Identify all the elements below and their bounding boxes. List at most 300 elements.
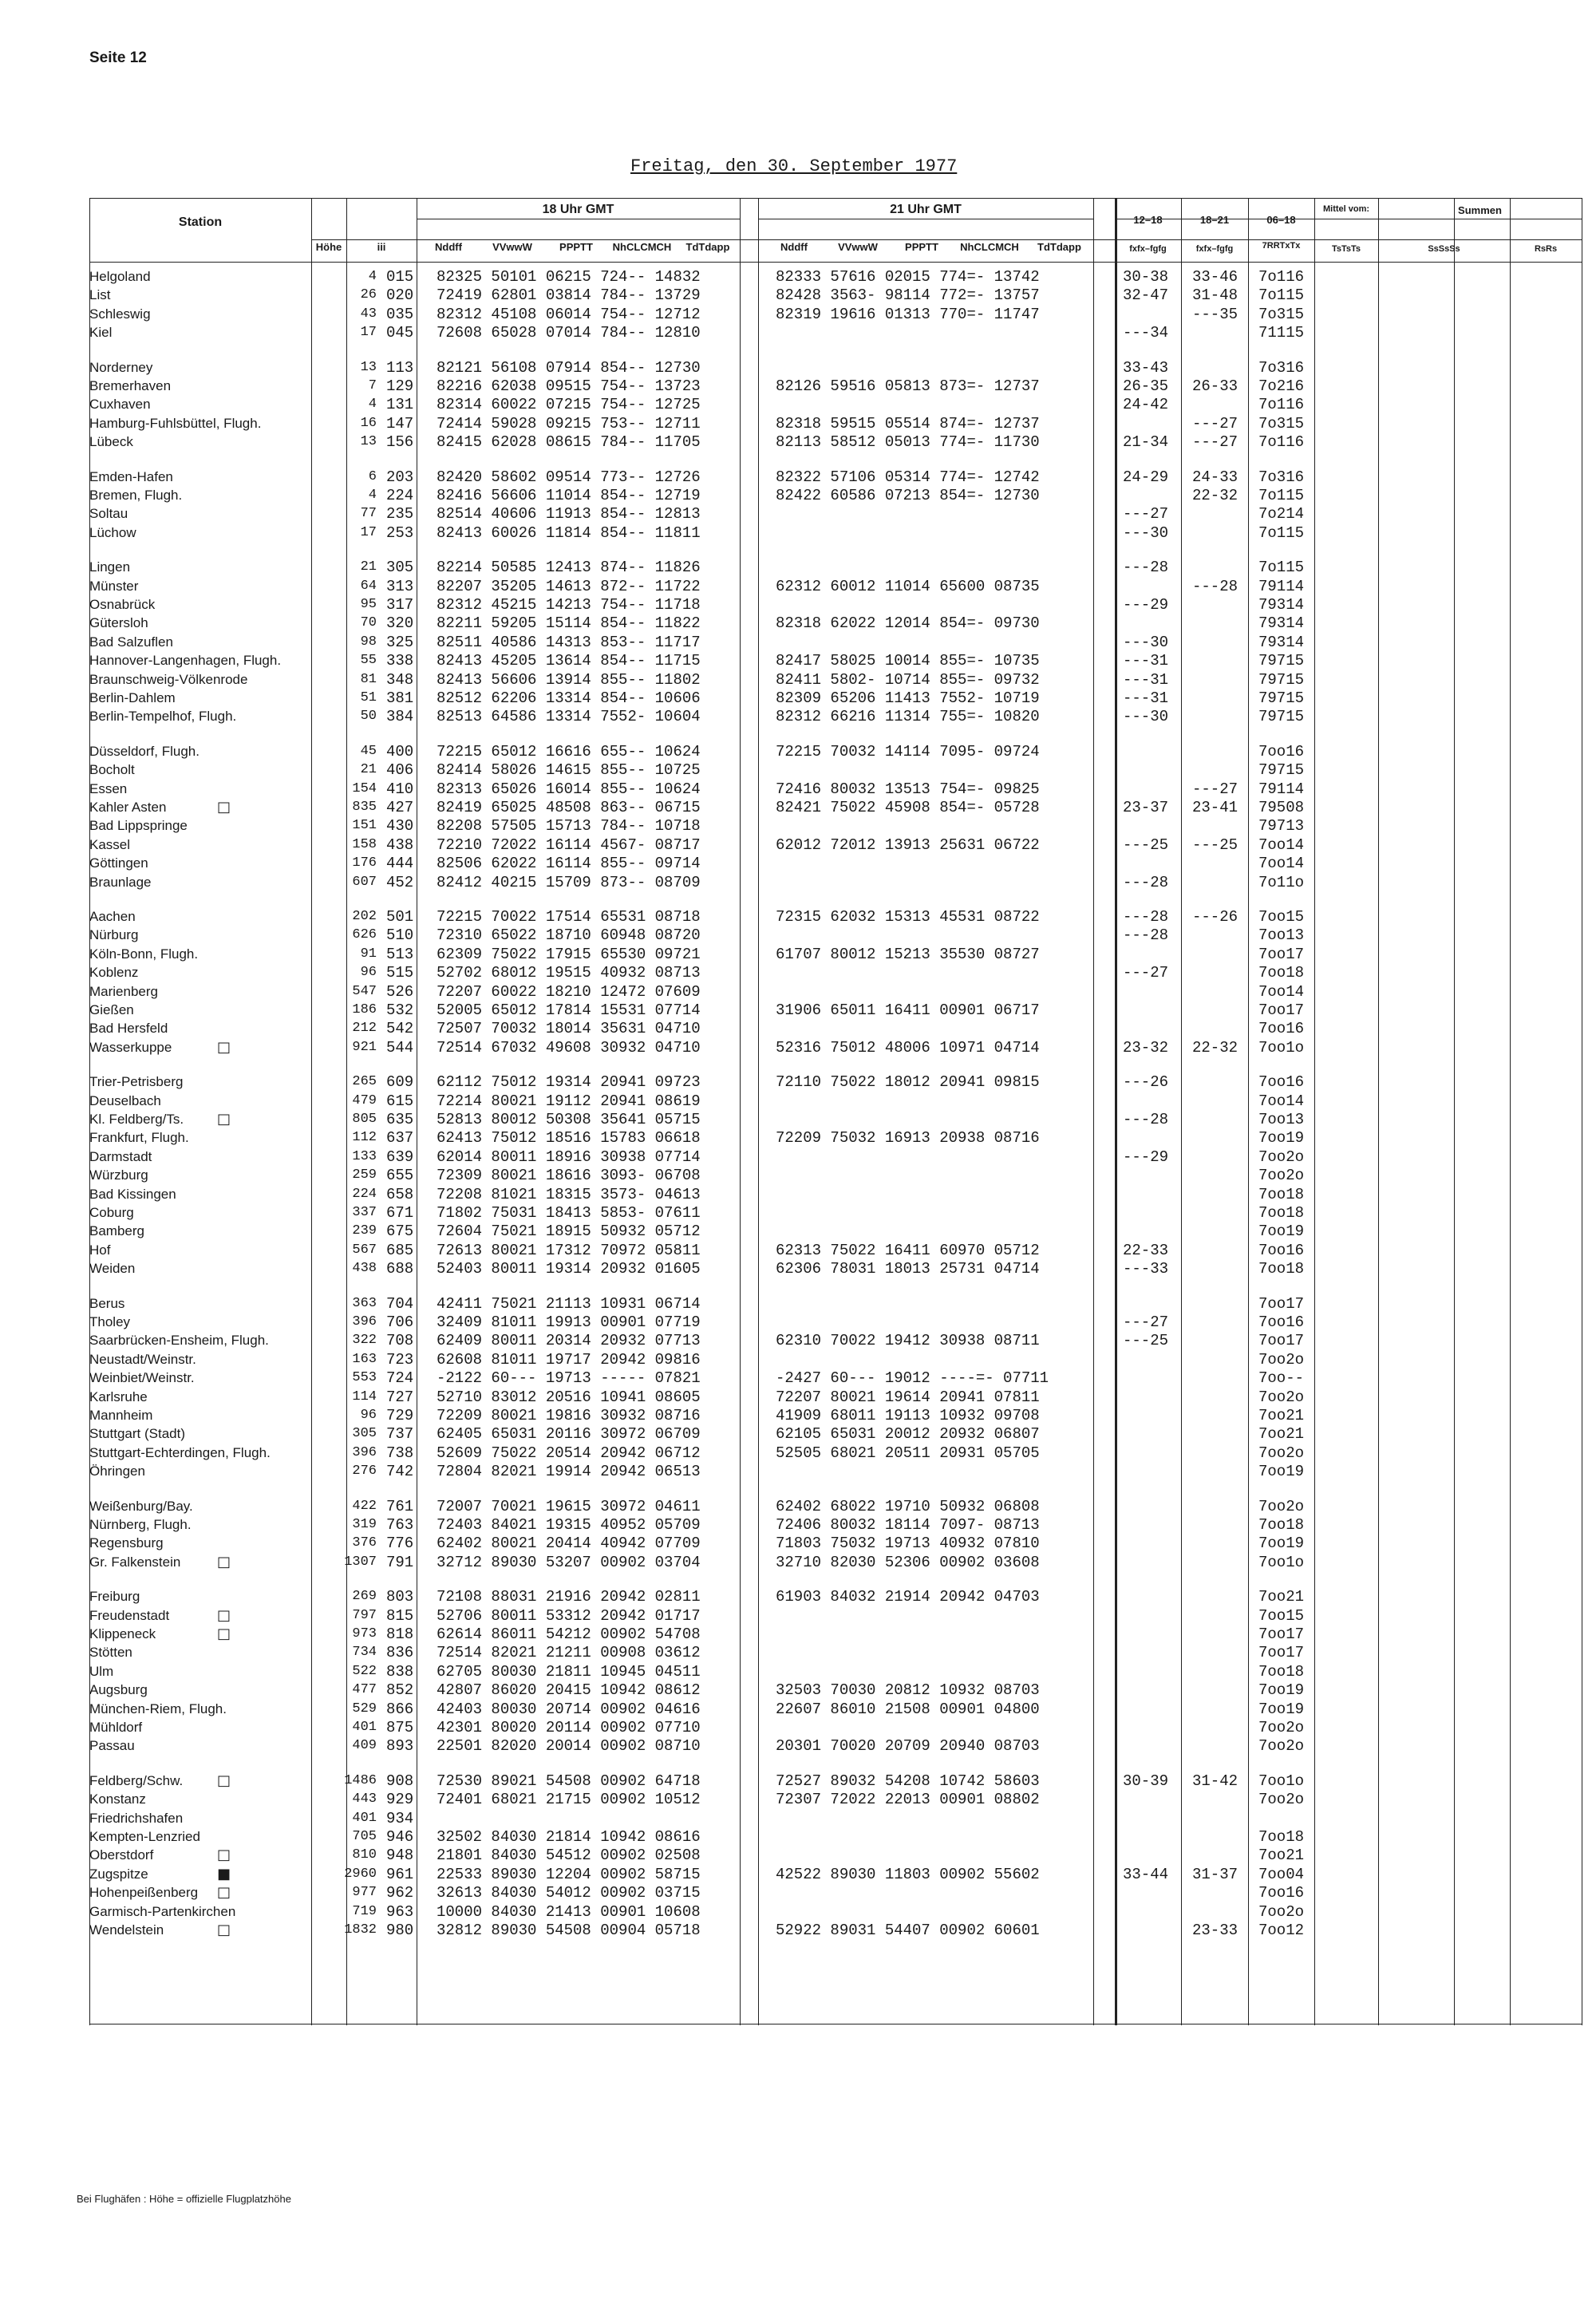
station-number: 381 — [386, 689, 414, 707]
station-number: 305 — [386, 559, 414, 577]
gust-12-18: ---34 — [1123, 324, 1169, 342]
table-row — [89, 855, 1582, 872]
station-number: 763 — [386, 1516, 414, 1534]
station-number: 015 — [386, 268, 414, 286]
obs-18-gmt: 82506 62022 16114 855-- 09714 — [437, 855, 701, 873]
station-height: 112 — [352, 1130, 377, 1146]
table-row — [89, 1847, 1582, 1864]
gust-18-21: 24-33 — [1192, 468, 1238, 486]
group-06-18: 7oo18 — [1258, 1185, 1305, 1203]
gust-12-18: ---27 — [1123, 505, 1169, 523]
station-height: 396 — [352, 1444, 377, 1460]
obs-21-gmt: 82312 66216 11314 755=- 10820 — [776, 708, 1040, 726]
station-number: 838 — [386, 1662, 414, 1681]
group-06-18: 7o116 — [1258, 396, 1305, 414]
table-row — [89, 396, 1582, 413]
station-number: 961 — [386, 1865, 414, 1883]
gust-12-18: ---29 — [1123, 596, 1169, 614]
group-06-18: 7o316 — [1258, 358, 1305, 377]
table-row — [89, 1884, 1582, 1902]
station-height: 4 — [368, 269, 377, 284]
obs-18-gmt: 72208 81021 18315 3573- 04613 — [437, 1185, 701, 1203]
obs-21-gmt: 62402 68022 19710 50932 06808 — [776, 1497, 1040, 1515]
station-number: 836 — [386, 1644, 414, 1662]
obs-18-gmt: 72804 82021 19914 20942 06513 — [437, 1463, 701, 1481]
gust-12-18: 32-47 — [1123, 286, 1169, 305]
station-name: Gießen — [89, 1002, 134, 1017]
table-row — [89, 1425, 1582, 1443]
header-station: Station — [178, 215, 223, 229]
table-row — [89, 268, 1582, 286]
station-name: Darmstadt — [89, 1148, 152, 1164]
station-name: Garmisch-Partenkirchen — [89, 1903, 236, 1919]
obs-21-gmt: 52505 68021 20511 20931 05705 — [776, 1444, 1040, 1462]
group-06-18: 7oo2o — [1258, 1791, 1305, 1809]
station-number: 704 — [386, 1294, 414, 1313]
gust-12-18: ---28 — [1123, 559, 1169, 577]
group-06-18: 7oo15 — [1258, 908, 1305, 926]
group-06-18: 7oo04 — [1258, 1865, 1305, 1883]
obs-18-gmt: 82413 56606 13914 855-- 11802 — [437, 670, 701, 689]
station-name: Bad Salzuflen — [89, 634, 173, 650]
station-number: 946 — [386, 1828, 414, 1846]
station-height: 212 — [352, 1021, 377, 1037]
obs-18-gmt: 21801 84030 54512 00902 02508 — [437, 1847, 701, 1865]
station-number: 131 — [386, 396, 414, 414]
station-name: Frankfurt, Flugh. — [89, 1130, 189, 1146]
station-name: Hamburg-Fuhlsbüttel, Flugh. — [89, 415, 262, 431]
station-number: 544 — [386, 1038, 414, 1057]
station-name: Marienberg — [89, 983, 158, 999]
group-06-18: 7oo19 — [1258, 1223, 1305, 1241]
table-row — [89, 964, 1582, 982]
obs-21-gmt: 62012 72012 13913 25631 06722 — [776, 835, 1040, 854]
obs-18-gmt: 72514 67032 49608 30932 04710 — [437, 1038, 701, 1057]
mountain-station-marker: □ — [217, 1922, 231, 1938]
group-06-18: 79715 — [1258, 670, 1305, 689]
header-hoehe: Höhe — [315, 241, 342, 253]
group-06-18: 7o115 — [1258, 559, 1305, 577]
obs-21-gmt: 72315 62032 15313 45531 08722 — [776, 908, 1040, 926]
station-name: Kahler Asten — [89, 800, 167, 815]
header-mittel: Mittel vom: — [1322, 204, 1370, 214]
station-height: 21 — [360, 762, 377, 778]
gust-12-18: ---26 — [1123, 1073, 1169, 1092]
obs-21-gmt: 72209 75032 16913 20938 08716 — [776, 1129, 1040, 1148]
gust-12-18: 30-39 — [1123, 1772, 1169, 1790]
station-number: 430 — [386, 817, 414, 835]
obs-18-gmt: 82512 62206 13314 854-- 10606 — [437, 689, 701, 707]
table-row — [89, 487, 1582, 504]
table-row — [89, 1111, 1582, 1128]
obs-21-gmt: -2427 60--- 19012 ----=- 07711 — [776, 1369, 1049, 1388]
station-height: 376 — [352, 1535, 377, 1551]
station-number: 313 — [386, 577, 414, 595]
table-row — [89, 1260, 1582, 1278]
station-number: 723 — [386, 1350, 414, 1369]
mountain-station-marker: □ — [217, 799, 231, 816]
station-name: Bamberg — [89, 1223, 144, 1239]
obs-18-gmt: 32613 84030 54012 00902 03715 — [437, 1884, 701, 1902]
header-period-18-21: 18–21 — [1199, 214, 1230, 226]
station-number: 427 — [386, 799, 414, 816]
station-name: Stuttgart-Echterdingen, Flugh. — [89, 1444, 271, 1460]
group-06-18: 7oo15 — [1258, 1606, 1305, 1625]
station-number: 513 — [386, 945, 414, 963]
group-06-18: 7o116 — [1258, 268, 1305, 286]
station-height: 363 — [352, 1295, 377, 1311]
station-height: 705 — [352, 1829, 377, 1844]
gust-18-21: 31-37 — [1192, 1865, 1238, 1883]
gust-18-21: ---27 — [1192, 433, 1238, 452]
station-height: 401 — [352, 1810, 377, 1826]
obs-18-gmt: 22533 89030 12204 00902 58715 — [437, 1865, 701, 1883]
table-row — [89, 1866, 1582, 1883]
station-number: 156 — [386, 433, 414, 452]
station-height: 479 — [352, 1092, 377, 1108]
group-06-18: 7oo13 — [1258, 926, 1305, 945]
station-number: 253 — [386, 523, 414, 542]
header-ff-1: fxfx–fgfg — [1129, 244, 1167, 254]
group-06-18: 7oo2o — [1258, 1167, 1305, 1185]
station-height: 265 — [352, 1074, 377, 1090]
station-height: 96 — [360, 1408, 377, 1423]
group-06-18: 79715 — [1258, 652, 1305, 670]
table-row — [89, 359, 1582, 377]
obs-18-gmt: 72215 70022 17514 65531 08718 — [437, 908, 701, 926]
station-number: 452 — [386, 873, 414, 891]
obs-21-gmt: 72110 75022 18012 20941 09815 — [776, 1073, 1040, 1092]
obs-18-gmt: 32502 84030 21814 10942 08616 — [437, 1828, 701, 1846]
station-height: 337 — [352, 1205, 377, 1220]
station-height: 7 — [368, 378, 377, 393]
station-height: 158 — [352, 836, 377, 852]
group-06-18: 71115 — [1258, 324, 1305, 342]
station-name: Osnabrück — [89, 597, 156, 612]
station-name: Kl. Feldberg/Ts. — [89, 1112, 184, 1127]
group-06-18: 7oo2o — [1258, 1148, 1305, 1166]
station-number: 035 — [386, 305, 414, 323]
station-height: 13 — [360, 359, 377, 375]
obs-21-gmt: 82333 57616 02015 774=- 13742 — [776, 268, 1040, 286]
group-06-18: 7oo19 — [1258, 1463, 1305, 1481]
station-number: 708 — [386, 1332, 414, 1350]
obs-18-gmt: 52702 68012 19515 40932 08713 — [437, 964, 701, 982]
station-name: Stötten — [89, 1645, 132, 1661]
station-number: 980 — [386, 1922, 414, 1939]
station-height: 422 — [352, 1498, 377, 1514]
obs-18-gmt: 82412 40215 15709 873-- 08709 — [437, 873, 701, 891]
gust-18-21: 26-33 — [1192, 377, 1238, 395]
station-height: 835 — [352, 800, 377, 815]
station-name: Essen — [89, 780, 128, 796]
obs-18-gmt: 62112 75012 19314 20941 09723 — [437, 1073, 701, 1092]
obs-18-gmt: 82325 50101 06215 724-- 14832 — [437, 268, 701, 286]
group-06-18: 7oo18 — [1258, 1828, 1305, 1846]
obs-18-gmt: 82419 65025 48508 863-- 06715 — [437, 799, 701, 816]
station-name: Nürburg — [89, 927, 139, 943]
table-row — [89, 596, 1582, 614]
station-number: 776 — [386, 1535, 414, 1553]
station-number: 542 — [386, 1020, 414, 1038]
table-row — [89, 1719, 1582, 1736]
table-row — [89, 1020, 1582, 1037]
station-number: 706 — [386, 1313, 414, 1331]
header-18-nddff: Nddff — [435, 241, 462, 253]
station-height: 202 — [352, 909, 377, 924]
station-height: 567 — [352, 1242, 377, 1258]
obs-21-gmt: 82126 59516 05813 873=- 12737 — [776, 377, 1040, 395]
station-name: Düsseldorf, Flugh. — [89, 743, 200, 759]
obs-21-gmt: 72307 72022 22013 00901 08802 — [776, 1791, 1040, 1809]
gust-12-18: 30-38 — [1123, 268, 1169, 286]
header-period-12-18: 12–18 — [1133, 214, 1163, 226]
group-06-18: 7oo17 — [1258, 1644, 1305, 1662]
table-row — [89, 1186, 1582, 1203]
obs-18-gmt: 52609 75022 20514 20942 06712 — [437, 1444, 701, 1462]
group-06-18: 7oo16 — [1258, 1020, 1305, 1038]
station-number: 113 — [386, 358, 414, 377]
gust-18-21: ---28 — [1192, 577, 1238, 595]
obs-21-gmt: 31906 65011 16411 00901 06717 — [776, 1001, 1040, 1019]
station-name: Nürnberg, Flugh. — [89, 1517, 192, 1532]
station-height: 55 — [360, 653, 377, 669]
gust-12-18: ---29 — [1123, 1148, 1169, 1166]
station-number: 020 — [386, 286, 414, 305]
gust-18-21: ---25 — [1192, 835, 1238, 854]
station-height: 50 — [360, 709, 377, 725]
station-name: Friedrichshafen — [89, 1810, 184, 1826]
obs-18-gmt: 82511 40586 14313 853-- 11717 — [437, 633, 701, 651]
gust-18-21: 23-41 — [1192, 799, 1238, 816]
station-height: 607 — [352, 874, 377, 890]
station-name: Berlin-Tempelhof, Flugh. — [89, 709, 237, 725]
obs-18-gmt: 42403 80030 20714 00902 04616 — [437, 1700, 701, 1718]
station-height: 977 — [352, 1885, 377, 1901]
obs-21-gmt: 82422 60586 07213 854=- 12730 — [776, 487, 1040, 504]
station-name: Augsburg — [89, 1682, 148, 1698]
station-name: Saarbrücken-Ensheim, Flugh. — [89, 1333, 269, 1349]
mountain-station-marker: □ — [217, 1553, 231, 1570]
table-row — [89, 1625, 1582, 1643]
gust-12-18: 23-37 — [1123, 799, 1169, 816]
header-s: SsSsSs — [1428, 244, 1460, 254]
station-height: 626 — [352, 927, 377, 943]
group-06-18: 7oo14 — [1258, 855, 1305, 873]
station-number: 320 — [386, 614, 414, 633]
gust-12-18: ---31 — [1123, 689, 1169, 707]
station-height: 154 — [352, 780, 377, 796]
header-t: TsTsTs — [1331, 244, 1361, 254]
station-number: 129 — [386, 377, 414, 395]
obs-21-gmt: 62310 70022 19412 30938 08711 — [776, 1332, 1040, 1350]
header-21-tdtdapp: TdTdapp — [1037, 241, 1081, 253]
table-row — [89, 1681, 1582, 1699]
table-row — [89, 1332, 1582, 1349]
station-number: 742 — [386, 1463, 414, 1481]
obs-21-gmt: 72527 89032 54208 10742 58603 — [776, 1772, 1040, 1790]
obs-18-gmt: 10000 84030 21413 00901 10608 — [437, 1902, 701, 1921]
station-number: 671 — [386, 1204, 414, 1222]
obs-18-gmt: 72514 82021 21211 00908 03612 — [437, 1644, 701, 1662]
station-height: 409 — [352, 1738, 377, 1754]
header-18-vvwww: VVwwW — [492, 241, 532, 253]
group-06-18: 79715 — [1258, 761, 1305, 780]
gust-12-18: ---27 — [1123, 964, 1169, 982]
table-row — [89, 799, 1582, 816]
mountain-station-marker: □ — [217, 1772, 231, 1789]
station-height: 921 — [352, 1039, 377, 1055]
station-number: 235 — [386, 505, 414, 523]
obs-21-gmt: 22607 86010 21508 00901 04800 — [776, 1700, 1040, 1718]
gust-12-18: ---28 — [1123, 908, 1169, 926]
group-06-18: 7oo18 — [1258, 1260, 1305, 1278]
station-number: 410 — [386, 780, 414, 798]
station-height: 443 — [352, 1791, 377, 1807]
table-row — [89, 983, 1582, 1001]
gust-12-18: 33-44 — [1123, 1865, 1169, 1883]
header-18-ppptt: PPPTT — [559, 241, 593, 253]
table-row — [89, 505, 1582, 523]
station-name: Coburg — [89, 1205, 134, 1220]
table-row — [89, 689, 1582, 707]
station-number: 532 — [386, 1001, 414, 1019]
gust-12-18: 24-42 — [1123, 396, 1169, 414]
station-name: Trier-Petrisberg — [89, 1074, 184, 1090]
obs-18-gmt: 71802 75031 18413 5853- 07611 — [437, 1204, 701, 1222]
station-number: 635 — [386, 1111, 414, 1128]
obs-21-gmt: 62105 65031 20012 20932 06807 — [776, 1425, 1040, 1444]
station-number: 147 — [386, 414, 414, 433]
obs-18-gmt: 72310 65022 18710 60948 08720 — [437, 926, 701, 945]
station-number: 738 — [386, 1444, 414, 1462]
station-name: Bocholt — [89, 762, 135, 778]
station-height: 401 — [352, 1720, 377, 1735]
station-name: Klippeneck — [89, 1626, 156, 1641]
page-number: Seite 12 — [89, 49, 147, 66]
header-r: RsRs — [1534, 244, 1558, 254]
table-row — [89, 1772, 1582, 1790]
group-06-18: 7o115 — [1258, 286, 1305, 305]
station-name: Ulm — [89, 1663, 114, 1679]
station-number: 615 — [386, 1092, 414, 1110]
obs-21-gmt: 20301 70020 20709 20940 08703 — [776, 1737, 1040, 1756]
table-row — [89, 1223, 1582, 1240]
obs-18-gmt: 72108 88031 21916 20942 02811 — [437, 1588, 701, 1606]
obs-21-gmt: 62312 60012 11014 65600 08735 — [776, 577, 1040, 595]
table-row — [89, 1828, 1582, 1846]
table-row — [89, 1148, 1582, 1166]
group-06-18: 7oo16 — [1258, 1241, 1305, 1259]
station-height: 529 — [352, 1701, 377, 1716]
station-height: 1832 — [344, 1922, 377, 1938]
station-number: 791 — [386, 1553, 414, 1571]
station-height: 797 — [352, 1607, 377, 1623]
station-height: 16 — [360, 415, 377, 431]
group-06-18: 7oo2o — [1258, 1902, 1305, 1921]
table-row — [89, 578, 1582, 595]
obs-21-gmt: 42522 89030 11803 00902 55602 — [776, 1865, 1040, 1883]
station-name: Konstanz — [89, 1791, 146, 1807]
table-row — [89, 1903, 1582, 1921]
station-number: 658 — [386, 1185, 414, 1203]
station-name: Lübeck — [89, 434, 133, 450]
group-06-18: 7oo2o — [1258, 1737, 1305, 1756]
station-name: Weißenburg/Bay. — [89, 1498, 193, 1514]
table-row — [89, 1516, 1582, 1534]
station-name: Oberstdorf — [89, 1847, 154, 1863]
table-row — [89, 1039, 1582, 1057]
table-row — [89, 1463, 1582, 1480]
station-number: 803 — [386, 1588, 414, 1606]
station-height: 553 — [352, 1370, 377, 1386]
station-number: 338 — [386, 652, 414, 670]
station-name: Mühldorf — [89, 1720, 143, 1735]
station-name: Schleswig — [89, 306, 151, 322]
obs-18-gmt: 62705 80030 21811 10945 04511 — [437, 1662, 701, 1681]
station-number: 501 — [386, 908, 414, 926]
group-06-18: 79314 — [1258, 596, 1305, 614]
obs-21-gmt: 72406 80032 18114 7097- 08713 — [776, 1516, 1040, 1534]
obs-21-gmt: 82309 65206 11413 7552- 10719 — [776, 689, 1040, 707]
table-row — [89, 652, 1582, 670]
station-name: Hannover-Langenhagen, Flugh. — [89, 653, 282, 669]
obs-18-gmt: 82208 57505 15713 784-- 10718 — [437, 817, 701, 835]
header-18-nhclcmch: NhCLCMCH — [612, 241, 672, 253]
station-number: 934 — [386, 1809, 414, 1827]
obs-18-gmt: 72007 70021 19615 30972 04611 — [437, 1497, 701, 1515]
gust-12-18: ---30 — [1123, 633, 1169, 651]
table-row — [89, 1922, 1582, 1939]
group-06-18: 7o11o — [1258, 873, 1305, 891]
station-height: 91 — [360, 946, 377, 962]
table-row — [89, 559, 1582, 576]
obs-18-gmt: 32812 89030 54508 00904 05718 — [437, 1922, 701, 1939]
station-number: 724 — [386, 1369, 414, 1388]
obs-18-gmt: 72613 80021 17312 70972 05811 — [437, 1241, 701, 1259]
obs-18-gmt: 82121 56108 07914 854-- 12730 — [437, 358, 701, 377]
station-name: Freudenstadt — [89, 1607, 170, 1623]
group-06-18: 7oo17 — [1258, 1625, 1305, 1643]
obs-18-gmt: 62309 75022 17915 65530 09721 — [437, 945, 701, 963]
group-06-18: 7oo21 — [1258, 1407, 1305, 1424]
group-06-18: 7oo18 — [1258, 1204, 1305, 1222]
obs-21-gmt: 82322 57106 05314 774=- 12742 — [776, 468, 1040, 486]
obs-18-gmt: 72604 75021 18915 50932 05712 — [437, 1223, 701, 1241]
group-06-18: 79713 — [1258, 817, 1305, 835]
group-06-18: 7oo-- — [1258, 1369, 1305, 1388]
gust-18-21: 23-33 — [1192, 1922, 1238, 1939]
station-number: 818 — [386, 1625, 414, 1643]
header-21-uhr: 21 Uhr GMT — [890, 203, 962, 216]
obs-21-gmt: 72207 80021 19614 20941 07811 — [776, 1388, 1040, 1406]
obs-21-gmt: 72215 70032 14114 7095- 09724 — [776, 742, 1040, 760]
obs-21-gmt: 82428 3563- 98114 772=- 13757 — [776, 286, 1040, 305]
obs-21-gmt: 82411 5802- 10714 855=- 09732 — [776, 670, 1040, 689]
obs-18-gmt: 72214 80021 19112 20941 08619 — [437, 1092, 701, 1110]
station-height: 17 — [360, 325, 377, 341]
station-number: 609 — [386, 1073, 414, 1092]
obs-21-gmt: 82417 58025 10014 855=- 10735 — [776, 652, 1040, 670]
group-06-18: 7oo2o — [1258, 1719, 1305, 1736]
table-row — [89, 874, 1582, 891]
group-06-18: 79508 — [1258, 799, 1305, 816]
station-name: Helgoland — [89, 269, 151, 284]
footnote: Bei Flughäfen : Höhe = offizielle Flugplatzhöhe — [77, 2193, 291, 2205]
group-06-18: 7oo18 — [1258, 1516, 1305, 1534]
station-height: 98 — [360, 634, 377, 650]
table-row — [89, 377, 1582, 395]
